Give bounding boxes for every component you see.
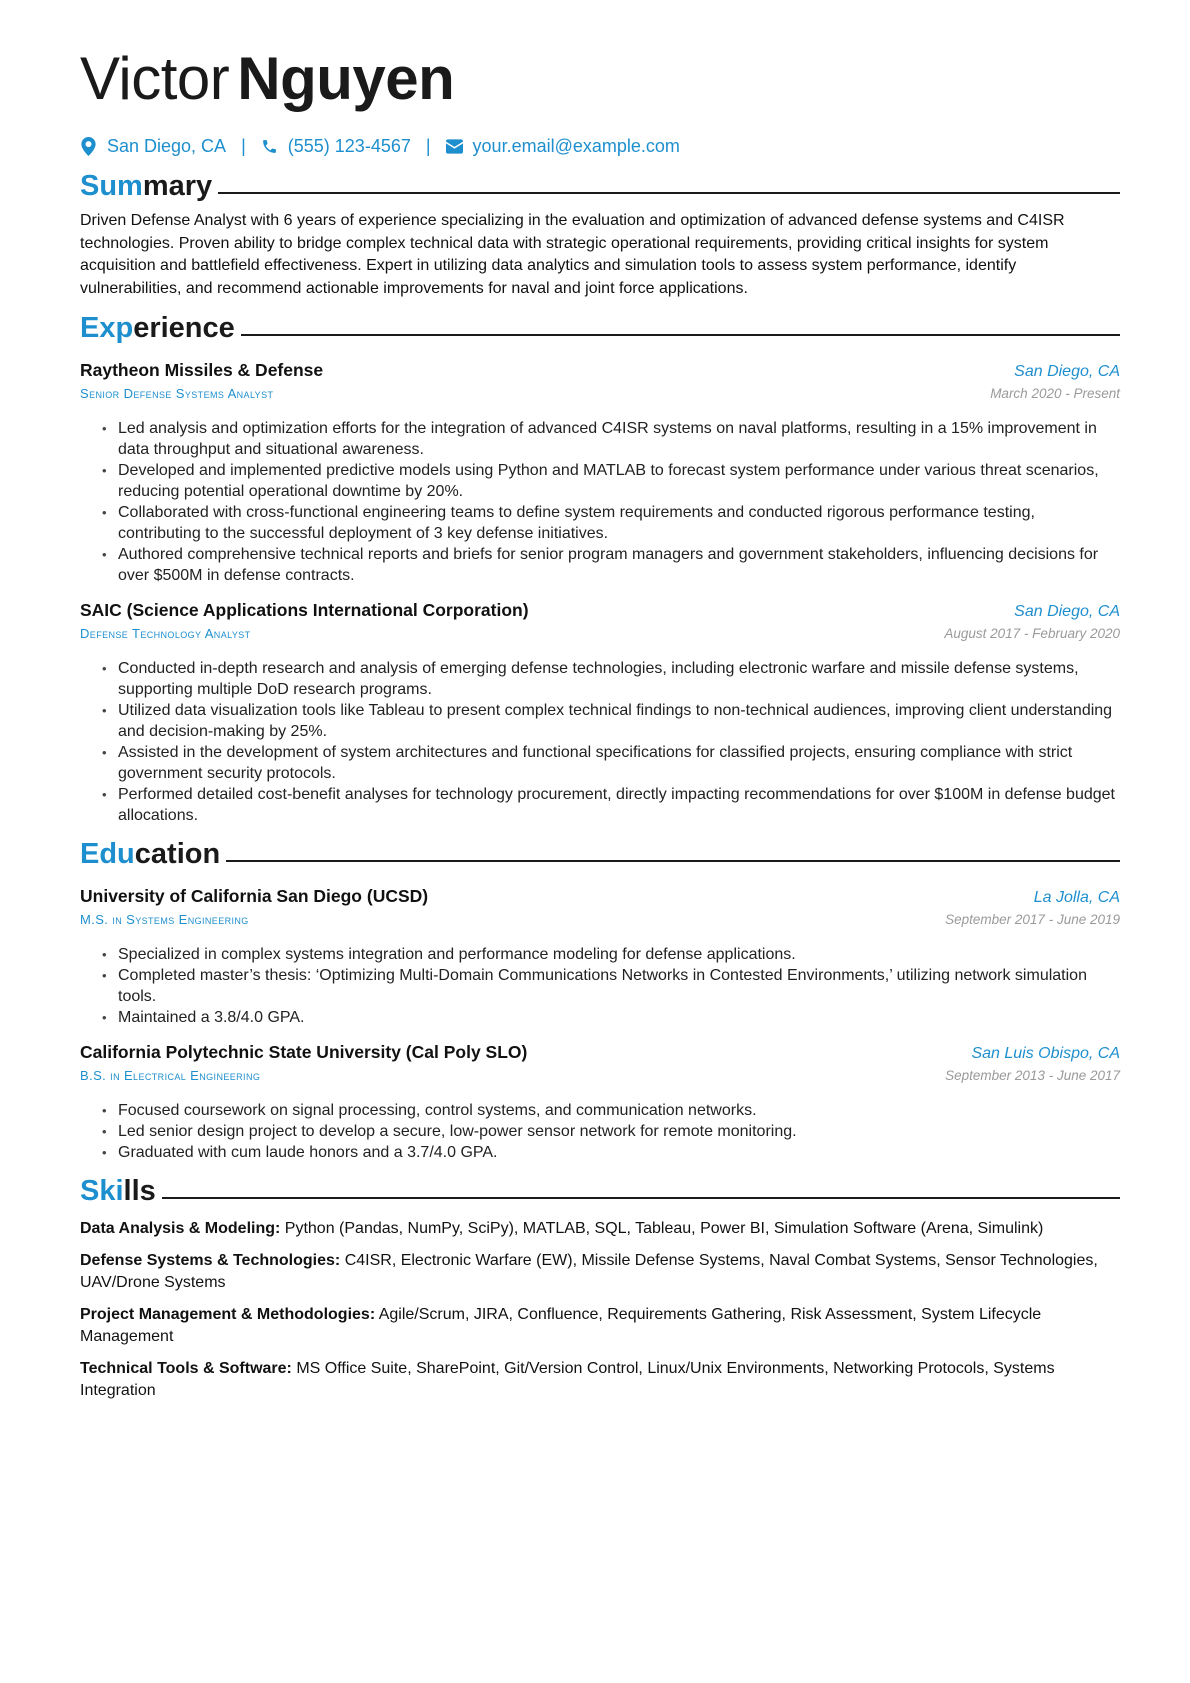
- experience-entry: [80, 598, 1120, 826]
- skill-values: C4ISR, Electronic Warfare (EW), Missile Defense Systems, Naval Combat Systems, Sensor Technologies, UAV/Drone Systems: [80, 1251, 1098, 1291]
- bullet-list: [80, 658, 1120, 826]
- envelope-icon: [446, 137, 463, 156]
- skill-values: MS Office Suite, SharePoint, Git/Version Control, Linux/Unix Environments, Networking Protocols, Systems Integration: [80, 1359, 1055, 1399]
- contact-email[interactable]: [446, 136, 680, 157]
- summary-section: [80, 168, 1120, 300]
- education-entry: [80, 884, 1120, 1028]
- section-heading: [80, 1173, 1120, 1209]
- skill-line: [80, 1358, 1120, 1403]
- last-name: Nguyen: [237, 45, 455, 112]
- skill-line: [80, 1250, 1120, 1295]
- employer-name: SAIC (Science Applications International Corporation): [80, 600, 529, 620]
- bullet-item: • Conducted in-depth research and analysis of emerging defense technologies, including electronic warfare and missile defense systems, supporting multiple DoD research programs.: [102, 658, 1120, 700]
- contact-separator: |: [425, 135, 431, 156]
- bullet-item: • Performed detailed cost-benefit analyses for technology procurement, directly impacting recommendations for over $100M in defense budget allocations.: [102, 784, 1120, 826]
- contact-bar: [80, 134, 1120, 158]
- section-rule: [162, 1197, 1120, 1199]
- bullet-item: • Graduated with cum laude honors and a 3.7/4.0 GPA.: [102, 1142, 1120, 1163]
- skill-category: Data Analysis & Modeling:: [80, 1220, 281, 1237]
- email-link[interactable]: your.email@example.com: [472, 135, 680, 156]
- degree: M.S. in Systems Engineering: [80, 912, 249, 927]
- bullet-item: • Maintained a 3.8/4.0 GPA.: [102, 1007, 1120, 1028]
- contact-phone[interactable]: [261, 136, 411, 157]
- candidate-name: [80, 44, 1120, 114]
- map-marker-icon: [80, 137, 97, 156]
- skill-category: Defense Systems & Technologies:: [80, 1251, 341, 1269]
- section-title: Skills: [80, 1175, 156, 1207]
- entry-location: San Diego, CA: [1014, 363, 1120, 380]
- entry-dates: September 2017 - June 2019: [945, 912, 1120, 927]
- bullet-item: • Assisted in the development of system architectures and functional specifications for classified projects, ensuring compliance with strict government security protocols.: [102, 742, 1120, 784]
- experience-section: [80, 310, 1120, 826]
- entry-dates: August 2017 - February 2020: [944, 626, 1120, 641]
- bullet-list: [80, 418, 1120, 586]
- section-heading: [80, 310, 1120, 346]
- skills-section: [80, 1173, 1120, 1403]
- bullet-item: • Specialized in complex systems integration and performance modeling for defense applications.: [102, 944, 1120, 965]
- skill-values: Agile/Scrum, JIRA, Confluence, Requirements Gathering, Risk Assessment, System Lifecycle Management: [80, 1305, 1042, 1345]
- experience-entry: [80, 358, 1120, 586]
- bullet-item: • Collaborated with cross-functional engineering teams to define system requirements and conducted rigorous performance testing, contributing to the successful deployment of 3 key defense initiatives.: [102, 502, 1120, 544]
- contact-location: [80, 136, 226, 157]
- phone-text[interactable]: (555) 123-4567: [287, 135, 411, 156]
- bullet-item: • Developed and implemented predictive models using Python and MATLAB to forecast system performance under various threat scenarios, reducing potential operational downtime by 20%.: [102, 460, 1120, 502]
- summary-text: Driven Defense Analyst with 6 years of experience specializing in the evaluation and optimization of advanced defense systems and C4ISR technologies. Proven ability to bridge complex technical data with strategic operational requirements, providing critical insights for system acquisition and battlefield effectiveness. Expert in utilizing data analytics and simulation tools to assess system performance, identify vulnerabilities, and recommend actionable improvements for naval and joint force applications.: [80, 212, 1065, 297]
- section-rule: [226, 860, 1120, 862]
- bullet-item: • Focused coursework on signal processing, control systems, and communication networks.: [102, 1100, 1120, 1121]
- skill-values: Python (Pandas, NumPy, SciPy), MATLAB, SQL, Tableau, Power BI, Simulation Software (Arena, Simulink): [284, 1220, 1044, 1237]
- skill-line: [80, 1304, 1120, 1349]
- entry-location: La Jolla, CA: [1033, 889, 1120, 906]
- section-rule: [218, 192, 1120, 194]
- education-entry: [80, 1040, 1120, 1163]
- bullet-item: • Led senior design project to develop a secure, low-power sensor network for remote monitoring.: [102, 1121, 1120, 1142]
- skill-category: Project Management & Methodologies:: [80, 1305, 376, 1323]
- skill-category: Technical Tools & Software:: [80, 1359, 292, 1377]
- entry-location: San Diego, CA: [1014, 603, 1120, 620]
- section-title: Summary: [80, 170, 213, 202]
- school-name: California Polytechnic State University (Cal Poly SLO): [80, 1042, 528, 1062]
- bullet-list: [80, 1100, 1120, 1163]
- bullet-item: • Utilized data visualization tools like Tableau to present complex technical findings to non-technical audiences, improving client understanding and decision-making by 25%.: [102, 700, 1120, 742]
- section-title: Education: [80, 838, 221, 870]
- job-title: Senior Defense Systems Analyst: [80, 386, 274, 401]
- education-section: [80, 836, 1120, 1163]
- section-title: Experience: [80, 312, 235, 344]
- section-heading: [80, 168, 1120, 204]
- degree: B.S. in Electrical Engineering: [80, 1068, 261, 1083]
- resume-page: [80, 44, 1120, 1403]
- entry-dates: March 2020 - Present: [990, 386, 1120, 401]
- first-name: Victor: [80, 45, 230, 112]
- employer-name: Raytheon Missiles & Defense: [80, 360, 324, 380]
- school-name: University of California San Diego (UCSD): [80, 886, 429, 906]
- contact-separator: |: [241, 135, 246, 156]
- phone-icon: [261, 137, 278, 156]
- bullet-item: • Completed master’s thesis: ‘Optimizing Multi-Domain Communications Networks in Contested Environments,’ utilizing network simulation tools.: [102, 965, 1120, 1007]
- bullet-item: • Authored comprehensive technical reports and briefs for senior program managers and government stakeholders, influencing decisions for over $500M in defense contracts.: [102, 544, 1120, 586]
- location-text: San Diego, CA: [107, 135, 227, 156]
- section-rule: [241, 334, 1120, 336]
- skill-line: [80, 1218, 1120, 1241]
- entry-location: San Luis Obispo, CA: [971, 1045, 1120, 1062]
- section-heading: [80, 836, 1120, 872]
- bullet-item: • Led analysis and optimization efforts for the integration of advanced C4ISR systems on naval platforms, resulting in a 15% improvement in data throughput and situational awareness.: [102, 418, 1120, 460]
- bullet-list: [80, 944, 1120, 1028]
- job-title: Defense Technology Analyst: [80, 626, 251, 641]
- entry-dates: September 2013 - June 2017: [945, 1068, 1120, 1083]
